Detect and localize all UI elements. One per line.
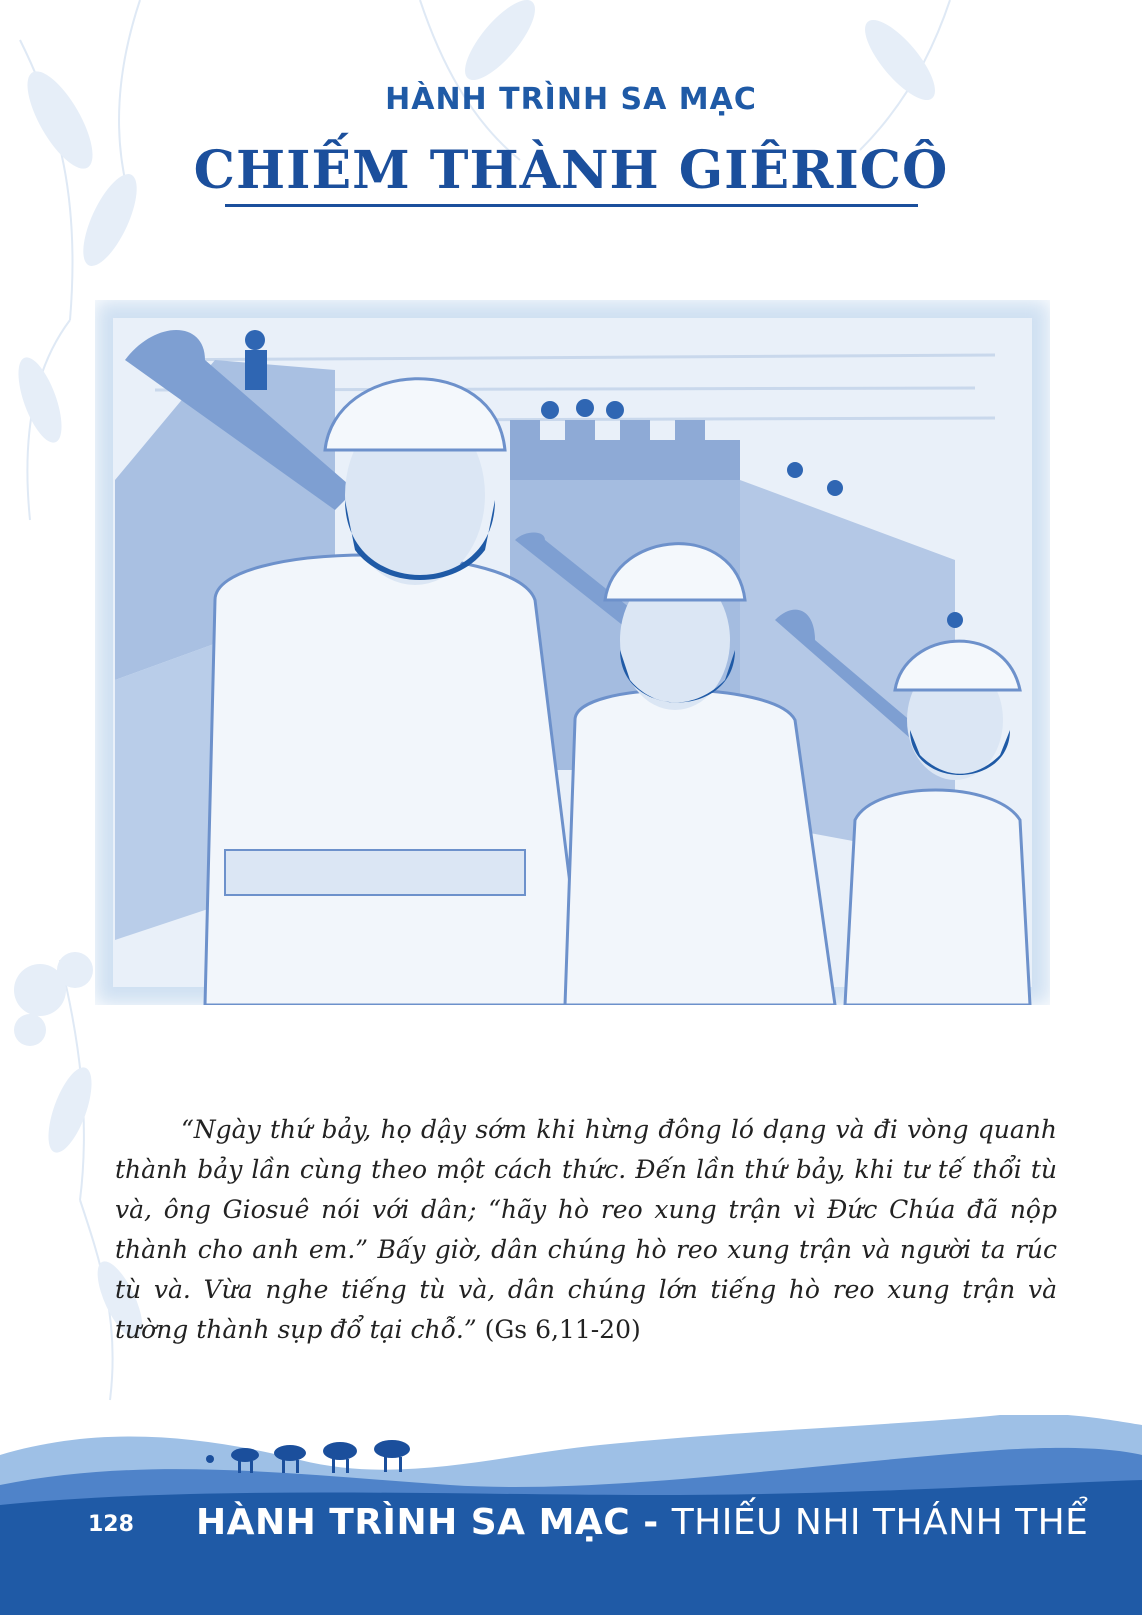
title-underline (225, 204, 918, 207)
footer-title-light: THIẾU NHI THÁNH THỂ (671, 1502, 1089, 1543)
series-title: HÀNH TRÌNH SA MẠC (385, 82, 757, 117)
quote-text: “Ngày thứ bảy, họ dậy sớm khi hừng đông ló dạng và đi vòng quanh thành bảy lần cùng theo một cách thức. Đến lần thứ bảy, khi tư tế thổi tù và, ông Giosuê nói với dân; “hãy hò reo xung trận vì Đức Chúa đã nộp thành cho anh em.” Bấy giờ, dân chúng hò reo xung trận và người ta rúc tù và. Vừa nghe tiếng tù và, dân chúng lớn tiếng hò reo xung trận và tường thành sụp đổ tại chỗ.” (115, 1115, 1057, 1344)
footer-title (196, 1502, 1088, 1543)
footer-separator: - (630, 1502, 672, 1543)
page-number: 128 (88, 1512, 134, 1537)
footer-title-bold: HÀNH TRÌNH SA MẠC (196, 1502, 631, 1543)
story-title: CHIẾM THÀNH GIÊRICÔ (193, 140, 949, 201)
jericho-illustration (95, 300, 1050, 1005)
scripture-quote (115, 1110, 1057, 1350)
quote-reference: (Gs 6,11-20) (484, 1315, 641, 1344)
